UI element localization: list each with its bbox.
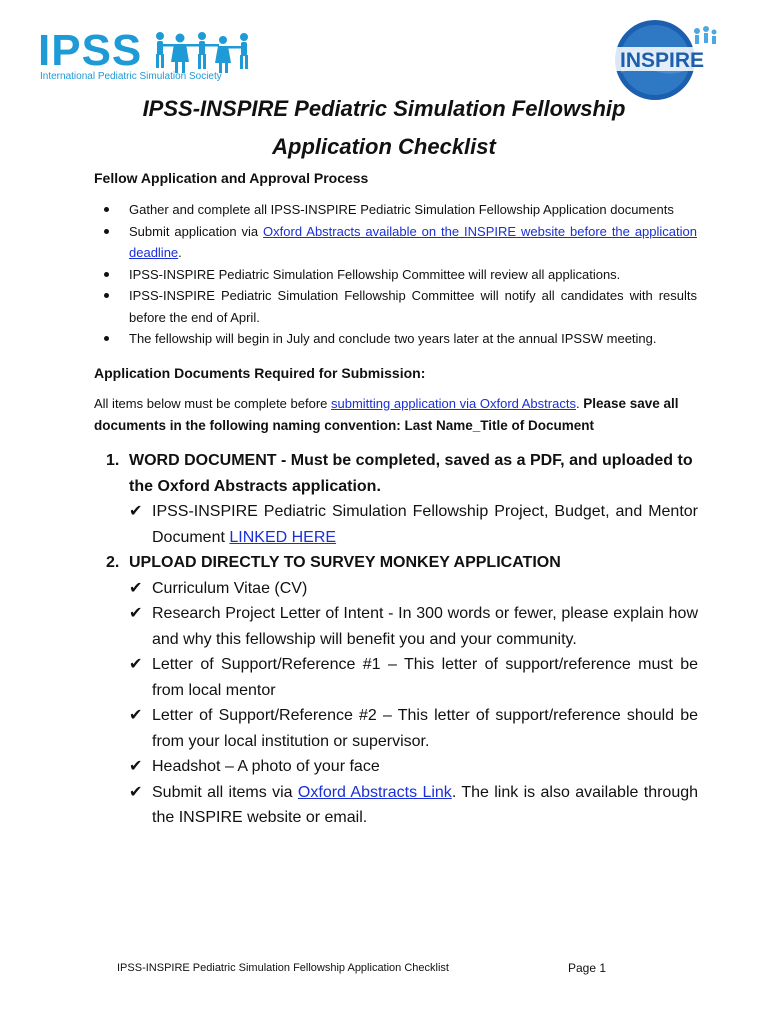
check-item-text: IPSS-INSPIRE Pediatric Simulation Fellowship Project, Budget, and Mentor Document [152, 503, 698, 546]
list-item-text: IPSS-INSPIRE Pediatric Simulation Fellowship Committee will review all applications. [129, 266, 621, 282]
numbered-item-upload [106, 550, 698, 831]
item-number: 1. [106, 452, 120, 469]
ipss-logo-subtitle: International Pediatric Simulation Society [40, 71, 222, 82]
footer-page-number: Page 1 [568, 961, 607, 975]
checkmark-icon: ✔ [129, 656, 143, 673]
children-figures-icon [150, 30, 260, 76]
check-item [129, 652, 698, 703]
checkmark-icon: ✔ [129, 707, 143, 724]
check-item [129, 576, 698, 602]
mentor-document-link[interactable]: LINKED HERE [229, 528, 337, 546]
intro-text: All items below must be complete before [94, 396, 331, 411]
list-item [100, 221, 697, 264]
check-item [129, 499, 698, 550]
oxford-abstracts-link[interactable]: Oxford Abstracts Link [297, 783, 452, 801]
check-item-text: Submit all items via [152, 783, 298, 801]
required-documents-list [106, 448, 698, 831]
item-number: 2. [106, 554, 120, 571]
checkmark-icon: ✔ [129, 783, 143, 801]
process-heading: Fellow Application and Approval Process [94, 170, 369, 186]
item-heading: UPLOAD DIRECTLY TO SURVEY MONKEY APPLICATION [129, 554, 561, 571]
checkmark-icon: ✔ [129, 579, 143, 597]
list-item [100, 328, 697, 350]
check-item [129, 703, 698, 754]
ipss-logo [38, 26, 238, 84]
list-item-text: Gather and complete all IPSS-INSPIRE Pediatric Simulation Fellowship Application documents [129, 202, 674, 217]
naming-convention-note: Please save all documents in the following naming convention: Last Name_Title of Document [94, 396, 679, 433]
list-item [100, 285, 697, 328]
check-list [129, 499, 698, 550]
documents-intro [94, 393, 698, 437]
bullet-icon [104, 229, 109, 234]
list-item-text: The fellowship will begin in July and conclude two years later at the annual IPSSW meeting. [129, 331, 657, 346]
check-item [129, 780, 698, 831]
bullet-icon [104, 336, 109, 341]
bullet-icon [104, 207, 109, 212]
list-item [100, 199, 697, 221]
bullet-icon [104, 272, 109, 277]
check-list [129, 576, 698, 831]
check-item-text: Curriculum Vitae (CV) [152, 579, 308, 597]
check-item [129, 601, 698, 652]
check-item-text: Headshot – A photo of your face [152, 758, 380, 775]
check-item-text: Letter of Support/Reference #1 – This letter of support/reference must be from local mentor [152, 656, 698, 699]
submit-oxford-abstracts-link[interactable]: submitting application via Oxford Abstracts [331, 396, 576, 411]
oxford-abstracts-deadline-link[interactable]: Oxford Abstracts available on the INSPIRE website before the application deadline [129, 223, 697, 260]
intro-text-period: . [575, 396, 584, 411]
documents-heading: Application Documents Required for Submission: [94, 365, 426, 381]
list-item [100, 264, 697, 286]
bullet-icon [104, 293, 109, 298]
checkmark-icon: ✔ [129, 758, 143, 775]
checkmark-icon: ✔ [129, 605, 143, 622]
check-item-text-suffix: . The link is also available through the INSPIRE website or email. [152, 783, 699, 826]
page-title-line-2: Application Checklist [272, 134, 496, 159]
list-item-text: IPSS-INSPIRE Pediatric Simulation Fellowship Committee will notify all candidates with results before the end of April. [129, 288, 697, 325]
checkmark-icon: ✔ [129, 503, 143, 520]
ipss-logo-word: IPSS [38, 26, 143, 75]
inspire-logo [607, 17, 717, 103]
page-title-line-1: IPSS-INSPIRE Pediatric Simulation Fellowship [142, 96, 626, 121]
numbered-item-word-document [106, 448, 698, 550]
check-item [129, 754, 698, 780]
item-heading: WORD DOCUMENT - Must be completed, saved as a PDF, and uploaded to the Oxford Abstracts application. [129, 452, 693, 495]
check-item-text: Letter of Support/Reference #2 – This letter of support/reference should be from your local institution or supervisor. [152, 707, 698, 750]
footer-document-title: IPSS-INSPIRE Pediatric Simulation Fellowship Application Checklist [117, 962, 449, 974]
process-list [100, 199, 697, 350]
list-item-text-suffix: . [178, 245, 182, 260]
list-item-text: Submit application via [129, 223, 264, 239]
inspire-logo-word: INSPIRE [619, 49, 705, 72]
check-item-text: Research Project Letter of Intent - In 300 words or fewer, please explain how and why this fellowship will benefit you and your community. [152, 605, 698, 648]
